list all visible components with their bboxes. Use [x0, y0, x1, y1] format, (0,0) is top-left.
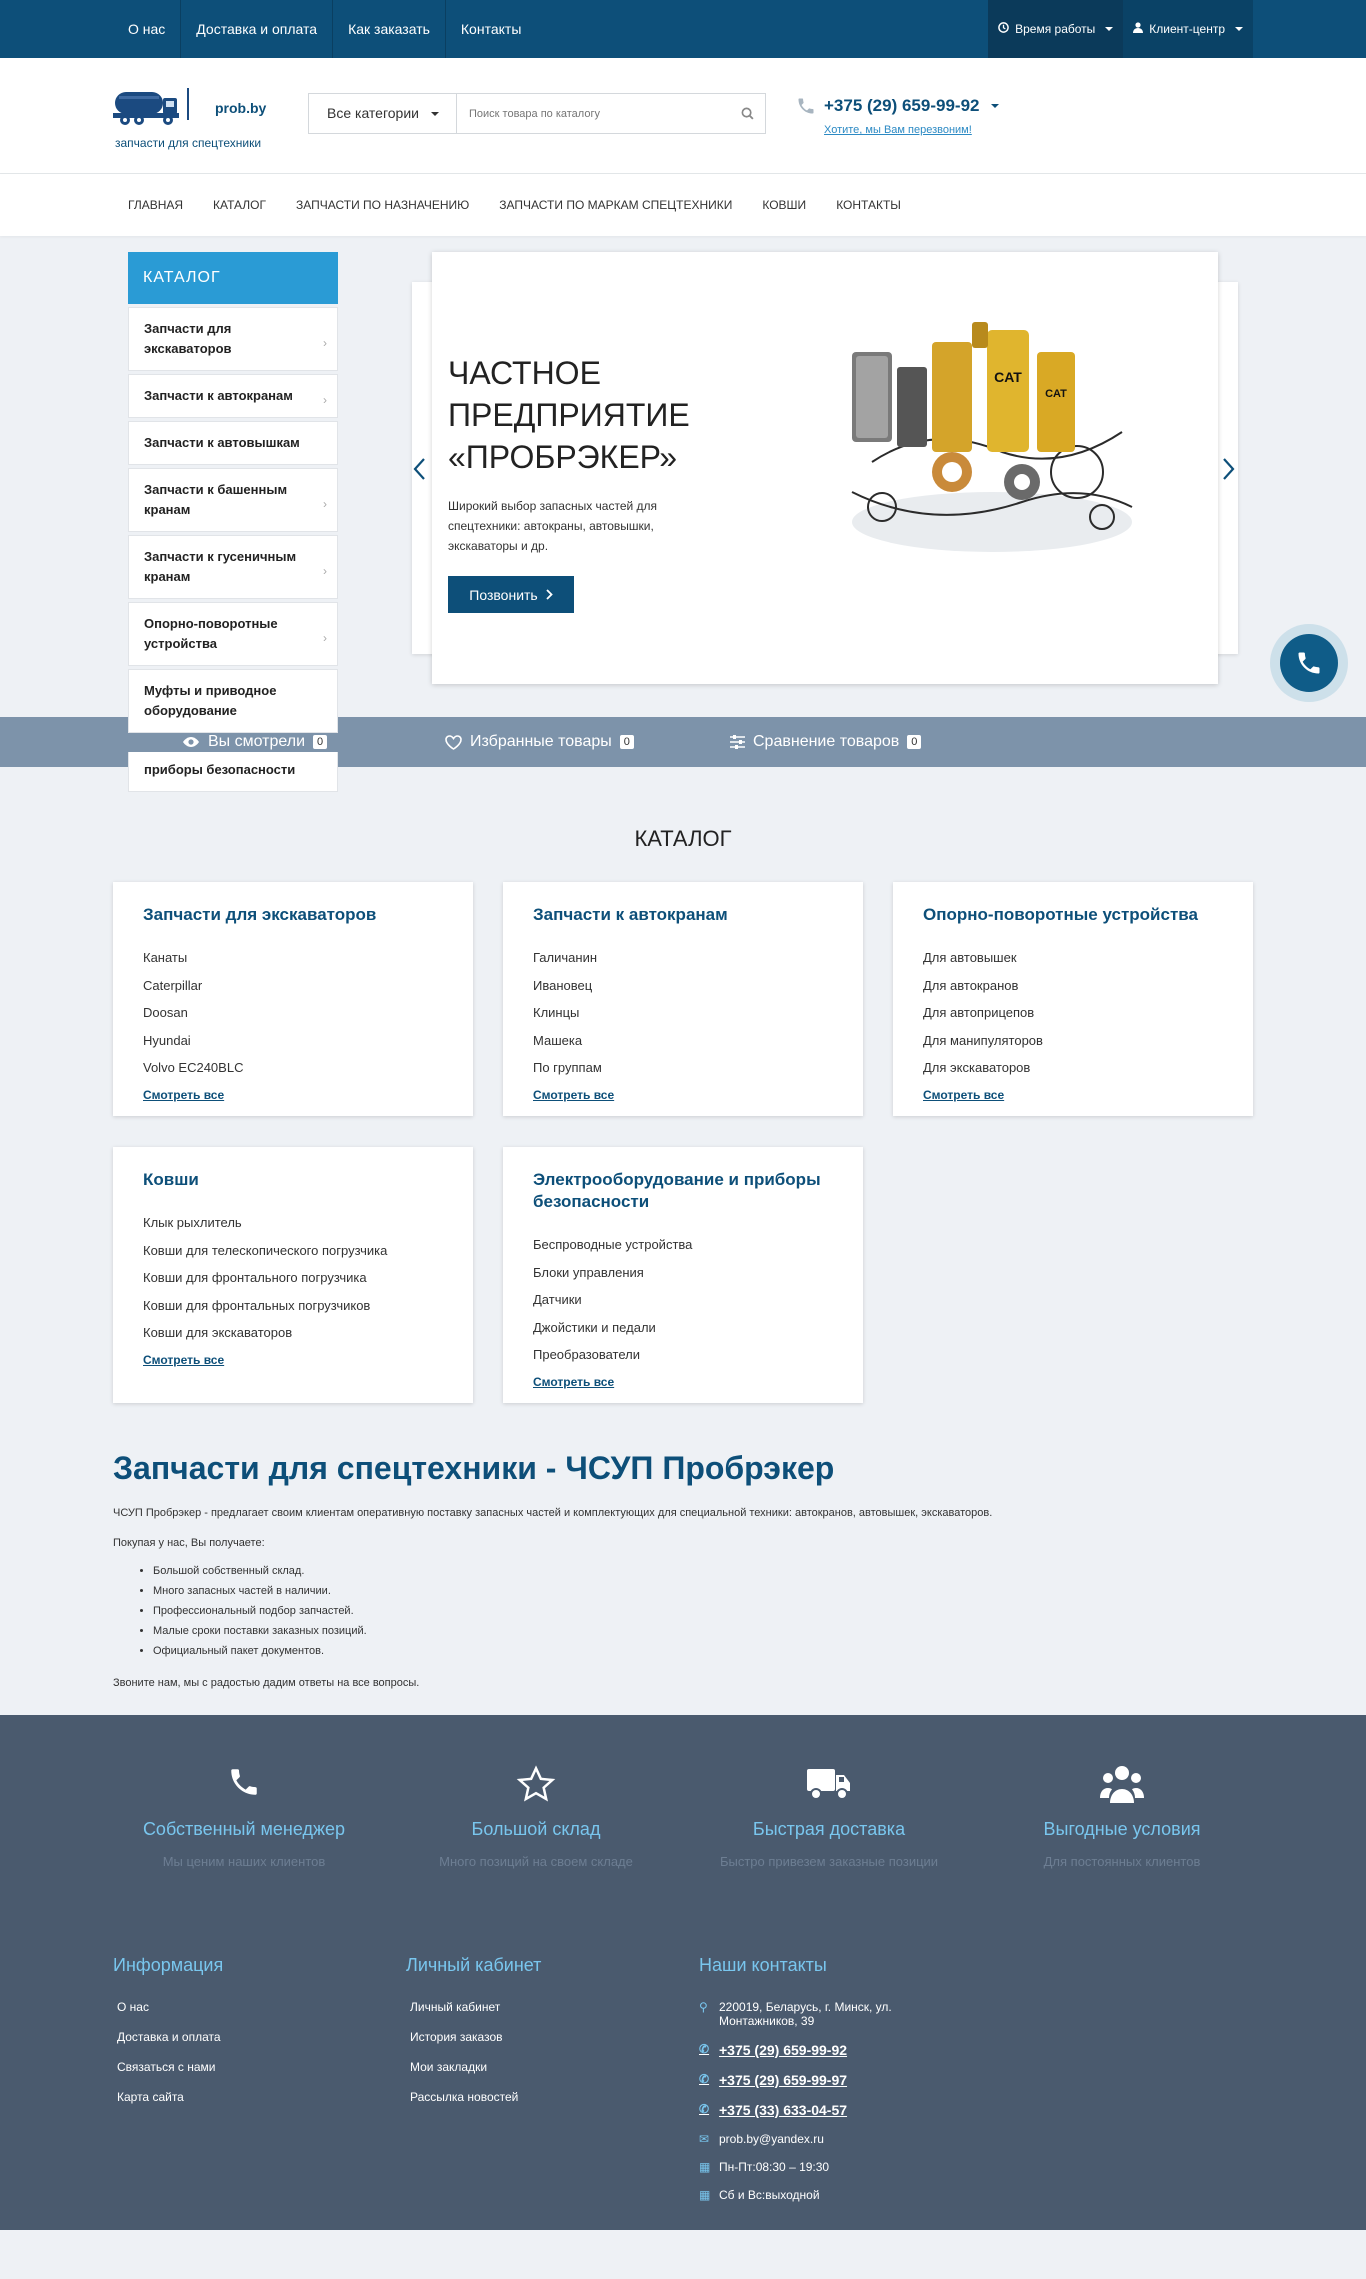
caret-down-icon [431, 112, 439, 116]
footer-link[interactable]: Доставка и оплата [117, 2030, 221, 2044]
callback-link[interactable]: Хотите, мы Вам перезвоним! [824, 124, 972, 136]
sidebar-item-safety-devices[interactable] [128, 752, 338, 792]
chevron-right-icon: › [323, 497, 327, 511]
slider-prev-arrow[interactable] [412, 456, 426, 488]
catalog-card-link[interactable]: Для автоприцепов [923, 1005, 1035, 1020]
about-list-item: • Большой собственный склад. [153, 1561, 1253, 1581]
catalog-sidebar-continued [128, 752, 338, 792]
truck-logo-icon [113, 86, 208, 130]
footer-hours-weekdays [699, 2160, 919, 2174]
chevron-right-icon: › [323, 631, 327, 645]
feature-title: Собственный менеджер [142, 1819, 346, 1839]
phone-icon: ✆ [699, 2102, 710, 2116]
catalog-card-link[interactable]: Беспроводные устройства [533, 1237, 693, 1252]
header [0, 58, 1366, 174]
catalog-card-link[interactable]: Для автокранов [923, 977, 1019, 993]
parts-image [812, 322, 1142, 562]
footer-address-text: 220019, Беларусь, г. Минск, ул. Монтажников, 39 [719, 2000, 892, 2028]
catalog-card-link[interactable]: Ковши для фронтального погрузчика [143, 1270, 367, 1285]
chevron-right-icon: › [323, 393, 327, 407]
top-bar [0, 0, 1366, 58]
sidebar-item-label: Запчасти к гусеничным кранам [144, 549, 297, 584]
feature-subtitle: Быстро привезем заказные позиции [719, 1854, 939, 1869]
footer-info-column [113, 1955, 223, 2120]
nav-buckets[interactable]: КОВШИ [762, 198, 807, 212]
phone-icon [227, 1765, 261, 1799]
catalog-card-link[interactable]: Для экскаваторов [923, 1060, 1031, 1075]
about-paragraph: ЧСУП Пробрэкер - предлагает своим клиентам оперативную поставку запасных частей и комплектующих для специальной техники: автокранов, автовышек, экскаваторов. [113, 1507, 993, 1519]
logo-brand: prob.by [215, 100, 267, 116]
compare-label: Сравнение товаров [753, 733, 900, 750]
catalog-card-link[interactable]: Джойстики и педали [533, 1319, 656, 1335]
caret-down-icon [991, 104, 999, 108]
viewed-label: Вы смотрели [208, 733, 306, 750]
chevron-right-icon: › [323, 336, 327, 350]
footer-link[interactable]: Рассылка новостей [410, 2090, 519, 2104]
eye-icon [182, 736, 200, 748]
working-hours-label: Время работы [1015, 22, 1096, 36]
footer-link[interactable]: История заказов [410, 2030, 503, 2044]
catalog-card-link[interactable]: Блоки управления [533, 1264, 644, 1280]
phone-number: +375 (29) 659-99-92 [824, 96, 980, 115]
sidebar-item-label: Запчасти к башенным кранам [144, 482, 288, 517]
sidebar-item-label: приборы безопасности [144, 762, 296, 777]
top-nav-delivery[interactable]: Доставка и оплата [181, 0, 333, 58]
see-all-link[interactable]: Смотреть все [923, 1087, 1005, 1102]
phone-dropdown[interactable] [796, 96, 999, 116]
footer-account-column [406, 1955, 541, 2120]
caret-down-icon [1105, 27, 1113, 31]
about-list-item: • Официальный пакет документов. [153, 1641, 1253, 1661]
footer-email-text: prob.by@yandex.ru [719, 2132, 824, 2146]
about-section [113, 1450, 1253, 1705]
search-bar [308, 93, 766, 134]
logo-tagline: запчасти для спецтехники [115, 136, 262, 150]
chevron-left-icon [412, 457, 426, 481]
footer-link[interactable]: Мои закладки [410, 2060, 488, 2074]
floating-call-button[interactable] [1270, 624, 1348, 702]
footer-phone-text: +375 (29) 659-99-97 [719, 2072, 848, 2088]
sidebar-item-slewing-rings[interactable] [128, 602, 338, 666]
feature-subtitle: Для постоянных клиентов [1043, 1854, 1201, 1869]
footer-contacts-title: Наши контакты [699, 1955, 827, 1975]
heart-icon [445, 735, 462, 750]
favorites-count-badge: 0 [620, 735, 634, 749]
footer-link[interactable]: Личный кабинет [410, 2000, 501, 2014]
catalog-card [503, 882, 863, 1116]
feature-title: Быстрая доставка [752, 1819, 906, 1839]
users-icon [1100, 1765, 1144, 1805]
catalog-card-link[interactable]: Volvo EC240BLC [143, 1060, 244, 1075]
feature-title: Выгодные условия [1043, 1819, 1201, 1839]
chevron-right-icon [546, 589, 553, 600]
favorites-label: Избранные товары [470, 733, 612, 750]
catalog-card [893, 882, 1253, 1116]
catalog-card [503, 1147, 863, 1403]
footer-hours-weekend [699, 2188, 919, 2202]
catalog-card-link[interactable]: Doosan [143, 1005, 188, 1020]
sidebar-item-excavators[interactable] [128, 307, 338, 371]
footer-hours-text: Пн-Пт:08:30 – 19:30 [719, 2160, 830, 2174]
catalog-card-link[interactable]: Hyundai [143, 1032, 191, 1048]
catalog-sidebar [128, 252, 338, 733]
catalog-card-link[interactable]: Ковши для экскаваторов [143, 1325, 293, 1340]
catalog-card-link[interactable]: Caterpillar [143, 977, 203, 993]
sidebar-item-couplings[interactable] [128, 669, 338, 733]
main-nav [0, 174, 1366, 236]
phone-icon [796, 96, 816, 116]
footer-phone[interactable] [699, 2072, 919, 2088]
search-input[interactable] [457, 94, 729, 133]
see-all-link[interactable]: Смотреть все [533, 1087, 615, 1102]
footer-hours-text: Сб и Вс:выходной [719, 2188, 820, 2202]
top-nav-about[interactable]: О нас [113, 0, 181, 58]
header-phone [796, 96, 999, 136]
search-icon [741, 107, 754, 120]
footer-phone[interactable] [699, 2042, 919, 2058]
compare-products[interactable] [730, 717, 921, 767]
client-center-dropdown[interactable] [1123, 0, 1253, 58]
slide-title: ЧАСТНОЕ ПРЕДПРИЯТИЕ «ПРОБРЭКЕР» [448, 355, 690, 475]
catalog-card [113, 1147, 473, 1403]
working-hours-dropdown[interactable] [988, 0, 1123, 58]
nav-home[interactable]: ГЛАВНАЯ [128, 198, 184, 212]
catalog-card-link[interactable]: Галичанин [533, 950, 598, 965]
see-all-link[interactable]: Смотреть все [143, 1087, 225, 1102]
top-nav [113, 0, 536, 58]
footer-address [699, 2000, 919, 2028]
sidebar-item-tower-cranes[interactable] [128, 468, 338, 532]
footer-phone-text: +375 (33) 633-04-57 [719, 2102, 848, 2118]
favorite-products[interactable] [445, 717, 634, 767]
chevron-right-icon: › [323, 564, 327, 578]
phone-icon: ✆ [699, 2072, 710, 2086]
catalog-card-link[interactable]: Ковши для фронтальных погрузчиков [143, 1297, 371, 1313]
site-logo[interactable] [113, 86, 283, 151]
catalog-card-link[interactable]: Для автовышек [923, 950, 1017, 965]
svg-text:CAT: CAT [994, 369, 1022, 385]
call-button-label: Позвонить [469, 586, 538, 603]
catalog-title: КАТАЛОГ [634, 826, 732, 851]
catalog-card-link[interactable]: Клинцы [533, 1005, 580, 1020]
sidebar-item-label: Запчасти к автокранам [144, 388, 293, 403]
feature-warehouse [390, 1765, 682, 1869]
footer-phone-text: +375 (29) 659-99-92 [719, 2042, 848, 2058]
feature-title: Большой склад [471, 1819, 601, 1839]
slider-next-arrow[interactable] [1222, 456, 1236, 488]
sidebar-item-aerial-platforms[interactable] [128, 421, 338, 465]
sliders-icon [730, 735, 745, 749]
footer-link[interactable]: Связаться с нами [117, 2060, 216, 2074]
sidebar-item-label: Опорно-поворотные устройства [144, 616, 278, 651]
sidebar-item-label: Запчасти к автовышкам [144, 435, 300, 450]
see-all-link[interactable]: Смотреть все [143, 1352, 225, 1367]
feature-subtitle: Мы ценим наших клиентов [162, 1854, 326, 1869]
catalog-card-link[interactable]: По группам [533, 1060, 602, 1075]
catalog-card-title[interactable]: Ковши [143, 1170, 199, 1189]
catalog-card-link[interactable]: Клык рыхлитель [143, 1215, 242, 1230]
call-button[interactable] [448, 576, 574, 613]
catalog-card-link[interactable]: Канаты [143, 950, 188, 965]
sidebar-item-label: Муфты и приводное оборудование [144, 683, 277, 718]
nav-parts-by-brand[interactable]: ЗАПЧАСТИ ПО МАРКАМ СПЕЦТЕХНИКИ [499, 198, 733, 212]
search-category-label: Все категории [327, 105, 419, 121]
about-paragraph: Звоните нам, мы с радостью дадим ответы на все вопросы. [113, 1677, 420, 1689]
about-list-item: • Профессиональный подбор запчастей. [153, 1601, 1253, 1621]
catalog-card-title[interactable]: Опорно-поворотные устройства [923, 905, 1198, 924]
about-list-item: • Малые сроки поставки заказных позиций. [153, 1621, 1253, 1641]
footer-email[interactable] [699, 2132, 919, 2146]
feature-subtitle: Много позиций на своем складе [439, 1854, 633, 1869]
footer-info-title: Информация [113, 1955, 224, 1975]
about-list-item: • Много запасных частей в наличии. [153, 1581, 1253, 1601]
feature-delivery [683, 1765, 975, 1869]
see-all-link[interactable]: Смотреть все [533, 1374, 615, 1389]
user-icon [1133, 0, 1143, 58]
footer-phone[interactable] [699, 2102, 919, 2118]
catalog-card-link[interactable]: Датчики [533, 1292, 582, 1307]
page-bottom [0, 2230, 1366, 2279]
top-nav-contacts[interactable]: Контакты [460, 21, 522, 37]
slide-text: Широкий выбор запасных частей для спецтехники: автокраны, автовышки, экскаваторы и др. [448, 499, 658, 553]
footer-link[interactable]: Карта сайта [117, 2090, 184, 2104]
catalog-card [113, 882, 473, 1116]
truck-icon [807, 1765, 851, 1801]
sidebar-item-autocranes[interactable] [128, 374, 338, 418]
viewed-count-badge: 0 [313, 735, 327, 749]
phone-icon [1295, 649, 1323, 677]
footer-account-title: Личный кабинет [406, 1955, 542, 1975]
search-category-select[interactable] [309, 94, 457, 133]
nav-parts-by-purpose[interactable]: ЗАПЧАСТИ ПО НАЗНАЧЕНИЮ [296, 198, 470, 212]
calendar-icon: ▦ [699, 2160, 711, 2174]
star-icon [516, 1765, 556, 1805]
feature-manager [98, 1765, 390, 1869]
chevron-right-icon [1222, 457, 1236, 481]
feature-conditions [976, 1765, 1268, 1869]
catalog-card-link[interactable]: Для манипуляторов [923, 1032, 1043, 1048]
footer-link[interactable]: О нас [117, 2000, 149, 2014]
catalog-card-link[interactable]: Машека [533, 1032, 583, 1048]
catalog-card-title[interactable]: Запчасти к автокранам [533, 905, 728, 924]
client-center-label: Клиент-центр [1149, 22, 1225, 36]
envelope-icon: ✉ [699, 2132, 710, 2146]
catalog-card-title[interactable]: Электрооборудование и приборы безопасности [533, 1170, 821, 1211]
footer-contacts-column [699, 1955, 919, 2216]
caret-down-icon [1235, 27, 1243, 31]
footer [0, 1715, 1366, 2230]
catalog-card-link[interactable]: Преобразователи [533, 1347, 640, 1362]
clock-icon [998, 0, 1009, 58]
catalog-card-link[interactable]: Ивановец [533, 977, 593, 993]
nav-contacts[interactable]: КОНТАКТЫ [836, 198, 901, 212]
about-paragraph: Покупая у нас, Вы получаете: [113, 1537, 265, 1549]
svg-text:CAT: CAT [1045, 388, 1067, 400]
sidebar-item-label: Запчасти для экскаваторов [144, 321, 232, 356]
top-nav-how-to-order[interactable]: Как заказать [333, 0, 446, 58]
map-marker-icon: ⚲ [699, 2000, 708, 2014]
nav-catalog[interactable]: КАТАЛОГ [213, 198, 267, 212]
search-button[interactable] [729, 94, 765, 133]
about-title: Запчасти для спецтехники - ЧСУП Пробрэкер [113, 1450, 835, 1486]
sidebar-title: КАТАЛОГ [128, 252, 338, 304]
phone-icon: ✆ [699, 2042, 710, 2056]
compare-count-badge: 0 [907, 735, 921, 749]
catalog-card-title[interactable]: Запчасти для экскаваторов [143, 905, 377, 924]
catalog-card-link[interactable]: Ковши для телескопического погрузчика [143, 1242, 388, 1258]
hero-slider [432, 252, 1218, 684]
sidebar-item-crawler-cranes[interactable] [128, 535, 338, 599]
calendar-icon: ▦ [699, 2188, 711, 2202]
